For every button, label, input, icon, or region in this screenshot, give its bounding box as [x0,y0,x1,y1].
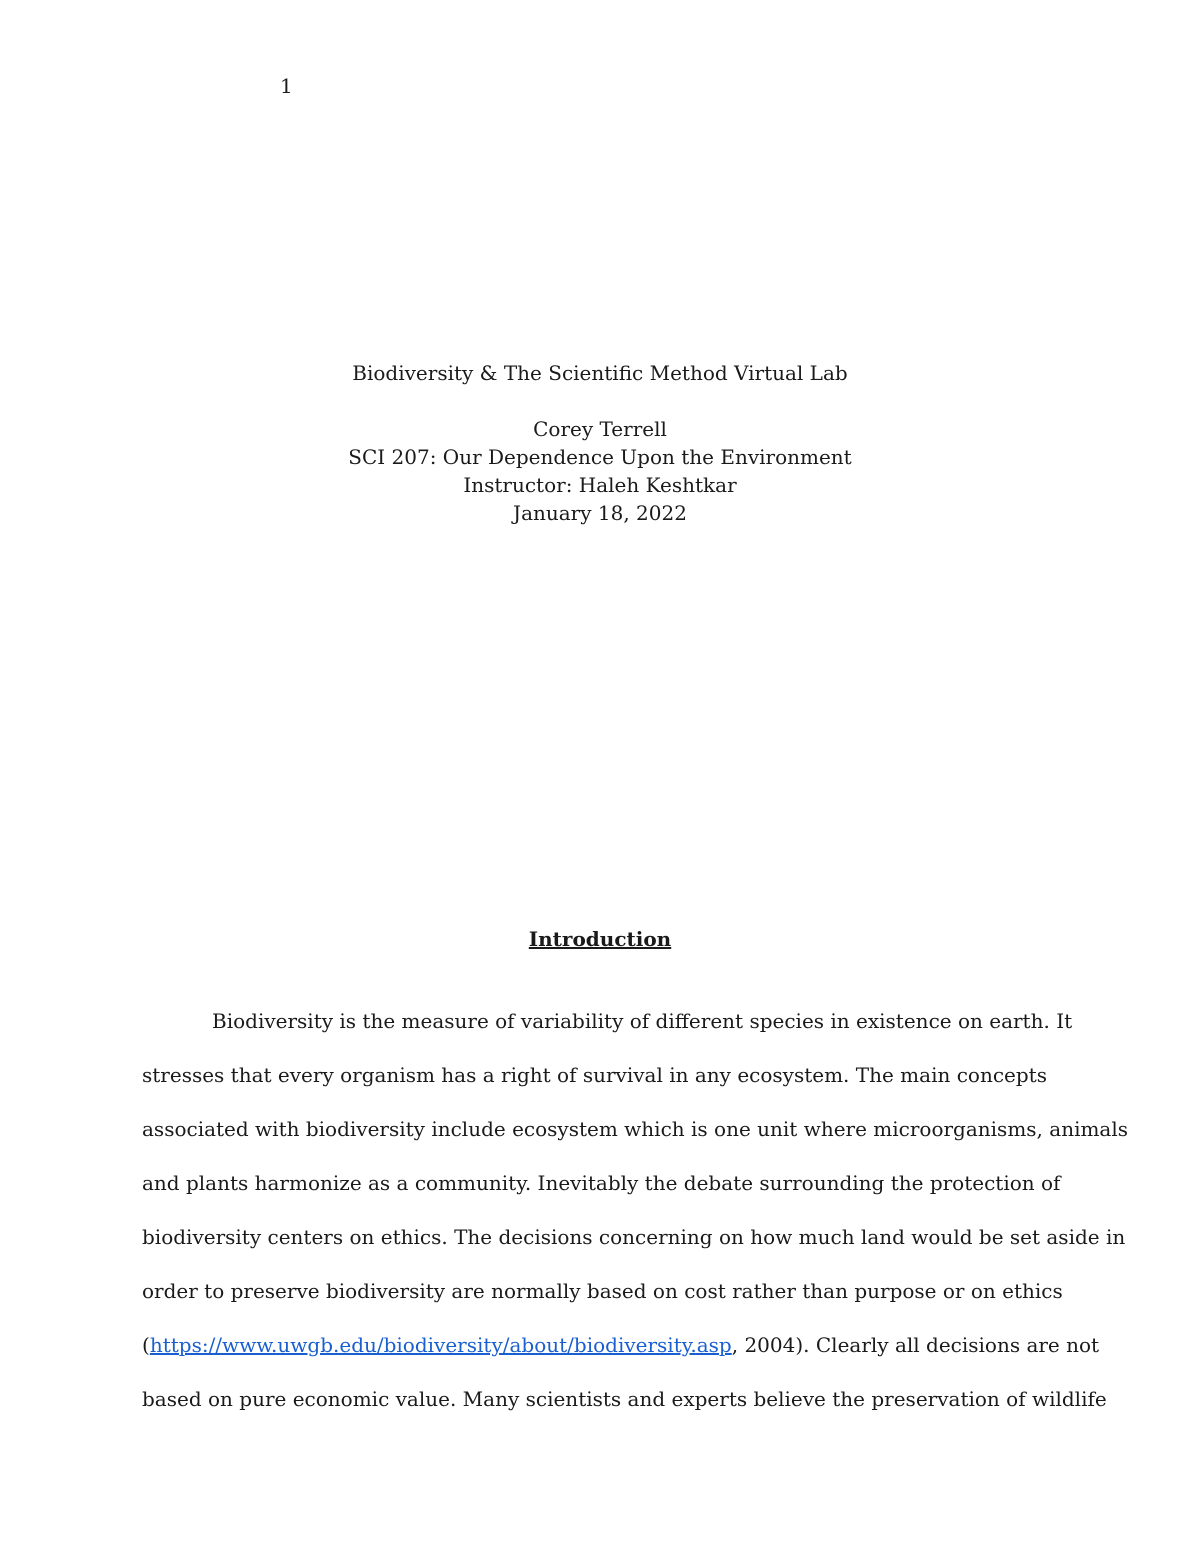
paragraph-line: and plants harmonize as a community. Inevitably the debate surrounding the protection of [142,1171,1061,1195]
open-paren: ( [142,1333,150,1357]
paragraph-line: order to preserve biodiversity are normally based on cost rather than purpose or on ethics [142,1279,1063,1303]
author-name: Corey Terrell [533,417,667,441]
introduction-heading: Introduction [528,927,672,951]
title-block [0,359,1200,527]
paper-title: Biodiversity & The Scientific Method Virtual Lab [352,361,848,385]
page-number: 1 [280,74,293,98]
paragraph-line: biodiversity centers on ethics. The decisions concerning on how much land would be set aside in [142,1225,1126,1249]
citation-line [142,1318,1100,1372]
spacer [0,387,1200,415]
introduction-paragraph [142,994,1129,1426]
instructor-name: Instructor: Haleh Keshtkar [463,473,737,497]
course-name: SCI 207: Our Dependence Upon the Environment [348,445,852,469]
paragraph-line: associated with biodiversity include ecosystem which is one unit where microorganisms, animals [142,1117,1129,1141]
citation-suffix: , 2004). Clearly all decisions are not [731,1333,1100,1357]
paragraph-line: based on pure economic value. Many scientists and experts believe the preservation of wildlife [142,1387,1107,1411]
paper-date: January 18, 2022 [513,501,687,525]
citation-link[interactable]: https://www.uwgb.edu/biodiversity/about/biodiversity.asp [149,1333,732,1357]
paragraph-line: stresses that every organism has a right of survival in any ecosystem. The main concepts [142,1063,1047,1087]
paragraph-line: Biodiversity is the measure of variability of different species in existence on earth. It [212,1009,1073,1033]
